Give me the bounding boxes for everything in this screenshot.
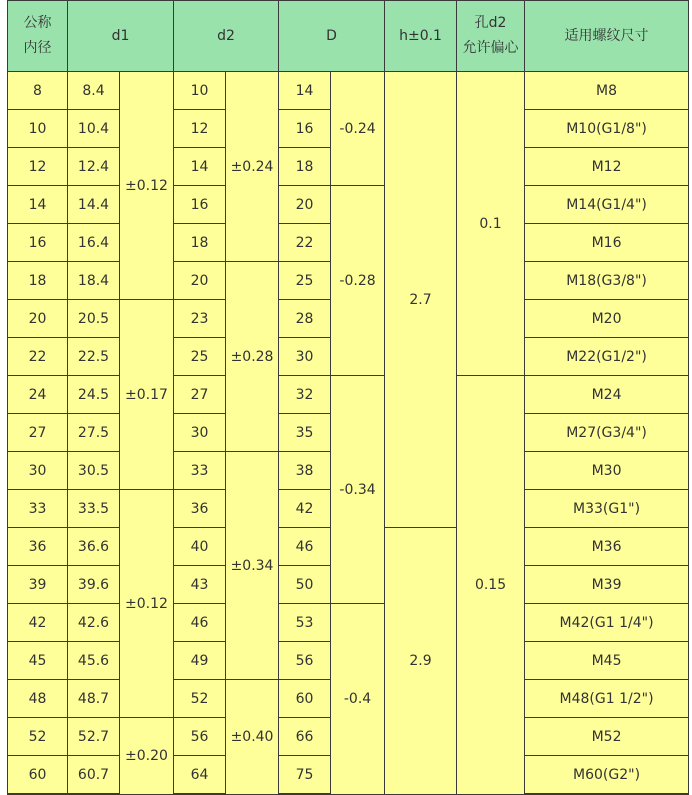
nominal-bore-cell: 30 [8,452,68,490]
table-row [8,72,689,110]
d2-cell: 20 [174,262,226,300]
header-hole-line1: 孔d2 [474,15,507,31]
D-cell: 16 [279,110,331,148]
d1-tolerance-cell: ±0.12 [120,490,174,718]
D-cell: 60 [279,680,331,718]
thread-cell: M8 [525,72,689,110]
nominal-bore-cell: 48 [8,680,68,718]
header-hole-eccentricity [457,1,525,72]
nominal-bore-cell: 10 [8,110,68,148]
d1-tolerance-cell: ±0.20 [120,718,174,795]
header-d2: d2 [174,1,279,72]
D-tolerance-cell: -0.28 [331,186,385,376]
d1-cell: 18.4 [68,262,120,300]
thread-cell: M42(G1 1/4") [525,604,689,642]
thread-cell: M22(G1/2") [525,338,689,376]
thread-cell: M39 [525,566,689,604]
d2-tolerance-cell: ±0.28 [226,262,279,452]
eccentricity-cell: 0.1 [457,72,525,376]
d1-cell: 22.5 [68,338,120,376]
D-cell: 35 [279,414,331,452]
d1-tolerance-cell: ±0.12 [120,72,174,300]
thread-cell: M33(G1") [525,490,689,528]
D-tolerance-cell: -0.34 [331,376,385,604]
eccentricity-cell: 0.15 [457,376,525,795]
header-row [8,1,689,72]
thread-cell: M18(G3/8") [525,262,689,300]
nominal-bore-cell: 36 [8,528,68,566]
thread-cell: M27(G3/4") [525,414,689,452]
header-nominal-bore-line2: 内径 [23,40,52,56]
d2-cell: 64 [174,756,226,795]
d2-cell: 25 [174,338,226,376]
header-nominal-bore-line1: 公称 [23,15,52,31]
d1-cell: 24.5 [68,376,120,414]
d2-cell: 14 [174,148,226,186]
header-nominal-bore [8,1,68,72]
nominal-bore-cell: 14 [8,186,68,224]
d1-cell: 36.6 [68,528,120,566]
D-cell: 30 [279,338,331,376]
d2-cell: 18 [174,224,226,262]
d2-tolerance-cell: ±0.24 [226,72,279,262]
D-cell: 75 [279,756,331,795]
D-cell: 53 [279,604,331,642]
D-cell: 32 [279,376,331,414]
nominal-bore-cell: 12 [8,148,68,186]
header-thread-size: 适用螺纹尺寸 [525,1,689,72]
h-cell: 2.7 [385,72,457,528]
D-cell: 22 [279,224,331,262]
d2-tolerance-cell: ±0.34 [226,452,279,680]
header-D: D [279,1,385,72]
nominal-bore-cell: 60 [8,756,68,795]
thread-cell: M10(G1/8") [525,110,689,148]
d2-cell: 10 [174,72,226,110]
d1-tolerance-cell: ±0.17 [120,300,174,490]
table-row [8,376,689,414]
D-cell: 56 [279,642,331,680]
d1-cell: 45.6 [68,642,120,680]
D-cell: 20 [279,186,331,224]
thread-cell: M30 [525,452,689,490]
d2-cell: 16 [174,186,226,224]
nominal-bore-cell: 52 [8,718,68,756]
d1-cell: 8.4 [68,72,120,110]
nominal-bore-cell: 16 [8,224,68,262]
d2-cell: 43 [174,566,226,604]
d1-cell: 60.7 [68,756,120,795]
h-cell: 2.9 [385,528,457,795]
table-row [8,604,689,642]
D-cell: 25 [279,262,331,300]
nominal-bore-cell: 33 [8,490,68,528]
D-cell: 46 [279,528,331,566]
D-cell: 42 [279,490,331,528]
thread-cell: M36 [525,528,689,566]
d1-cell: 27.5 [68,414,120,452]
thread-cell: M12 [525,148,689,186]
d2-cell: 40 [174,528,226,566]
nominal-bore-cell: 20 [8,300,68,338]
D-cell: 66 [279,718,331,756]
header-h: h±0.1 [385,1,457,72]
d2-cell: 52 [174,680,226,718]
d1-cell: 48.7 [68,680,120,718]
thread-cell: M20 [525,300,689,338]
nominal-bore-cell: 22 [8,338,68,376]
D-cell: 50 [279,566,331,604]
D-cell: 38 [279,452,331,490]
header-d1: d1 [68,1,174,72]
nominal-bore-cell: 8 [8,72,68,110]
D-cell: 14 [279,72,331,110]
spec-table [7,0,689,795]
d2-cell: 49 [174,642,226,680]
d2-cell: 33 [174,452,226,490]
thread-cell: M52 [525,718,689,756]
d2-cell: 12 [174,110,226,148]
d1-cell: 33.5 [68,490,120,528]
D-cell: 18 [279,148,331,186]
d1-cell: 16.4 [68,224,120,262]
thread-cell: M60(G2") [525,756,689,795]
nominal-bore-cell: 24 [8,376,68,414]
table-row [8,186,689,224]
d1-cell: 52.7 [68,718,120,756]
d1-cell: 12.4 [68,148,120,186]
nominal-bore-cell: 42 [8,604,68,642]
d1-cell: 30.5 [68,452,120,490]
d1-cell: 39.6 [68,566,120,604]
nominal-bore-cell: 27 [8,414,68,452]
thread-cell: M14(G1/4") [525,186,689,224]
nominal-bore-cell: 18 [8,262,68,300]
d2-tolerance-cell: ±0.40 [226,680,279,795]
D-tolerance-cell: -0.4 [331,604,385,795]
thread-cell: M48(G1 1/2") [525,680,689,718]
thread-cell: M45 [525,642,689,680]
d1-cell: 42.6 [68,604,120,642]
d2-cell: 27 [174,376,226,414]
d1-cell: 10.4 [68,110,120,148]
d2-cell: 46 [174,604,226,642]
thread-cell: M24 [525,376,689,414]
nominal-bore-cell: 39 [8,566,68,604]
thread-cell: M16 [525,224,689,262]
d2-cell: 56 [174,718,226,756]
D-cell: 28 [279,300,331,338]
d1-cell: 20.5 [68,300,120,338]
d2-cell: 23 [174,300,226,338]
d2-cell: 36 [174,490,226,528]
d1-cell: 14.4 [68,186,120,224]
header-hole-line2: 允许偏心 [462,40,519,56]
d2-cell: 30 [174,414,226,452]
D-tolerance-cell: -0.24 [331,72,385,186]
nominal-bore-cell: 45 [8,642,68,680]
